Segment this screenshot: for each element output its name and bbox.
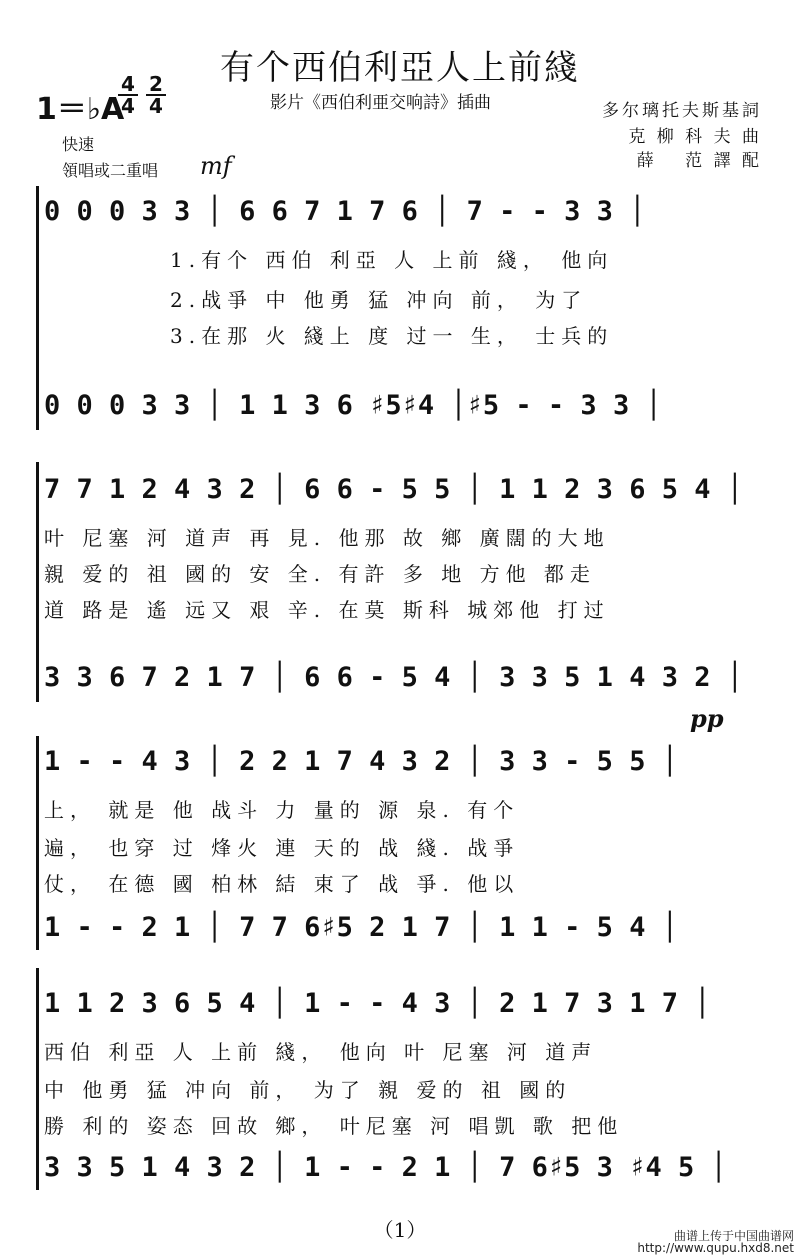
performance-note: 領唱或二重唱	[62, 161, 159, 180]
lyric-verse-2: 親 爱的 祖 國的 安 全. 有許 多 地 方他 都走	[44, 562, 596, 586]
lyric-verse-1: 叶 尼塞 河 道声 再 見. 他那 故 鄉 廣闊的大地	[44, 526, 610, 550]
lyric-verse-3: 道 路是 遙 远又 艰 辛. 在莫 斯科 城郊他 打过	[44, 598, 610, 622]
meter-top: 4	[121, 72, 135, 96]
lyric-verse-1: 上， 就是 他 战斗 力 量的 源 泉. 有个	[44, 798, 520, 822]
watermark-line-1: 曲谱上传于中国曲谱网	[673, 1229, 794, 1243]
dynamic-marking: mf	[200, 152, 232, 180]
harmony-line: 3 3 6 7 2 1 7 │ 6 6 - 5 4 │ 3 3 5 1 4 3 2 │	[44, 662, 743, 693]
lyric-verse-1: 1.有个 西伯 利亞 人 上前 綫， 他向	[170, 248, 614, 272]
system-bracket	[36, 462, 43, 702]
meter-bottom: 4	[149, 94, 163, 118]
page-title: 有个西伯利亞人上前綫	[220, 48, 580, 88]
harmony-line: 1 - - 2 1 │ 7 7 6♯5 2 1 7 │ 1 1 - 5 4 │	[44, 912, 678, 943]
lyric-verse-3: 仗， 在德 國 柏林 結 束了 战 爭. 他以	[44, 872, 520, 896]
composer-credit: 克 柳 科 夫 曲	[628, 127, 762, 147]
melody-line: 1 - - 4 3 │ 2 2 1 7 4 3 2 │ 3 3 - 5 5 │	[44, 746, 678, 777]
dynamic-marking: pp	[690, 704, 724, 733]
watermark	[637, 1230, 794, 1254]
system-bracket	[36, 186, 43, 430]
meter-bottom: 4	[121, 94, 135, 118]
lyric-verse-2: 中 他勇 猛 冲向 前， 为了 親 爱的 祖 國的	[44, 1078, 572, 1102]
system-bracket	[36, 736, 43, 950]
time-signature-4-4	[118, 74, 138, 116]
harmony-line: 0 0 0 3 3 │ 1 1 3 6 ♯5♯4 │♯5 - - 3 3 │	[44, 390, 662, 421]
tempo-marking: 快速	[62, 135, 95, 154]
melody-line: 0 0 0 3 3 │ 6 6 7 1 7 6 │ 7 - - 3 3 │	[44, 196, 646, 227]
arranger-credit: 薛 范 譯 配	[636, 151, 762, 171]
meter-top: 2	[149, 72, 163, 96]
melody-line: 1 1 2 3 6 5 4 │ 1 - - 4 3 │ 2 1 7 3 1 7 │	[44, 988, 711, 1019]
subtitle: 影片《西伯利亜交响詩》插曲	[270, 93, 491, 113]
harmony-line: 3 3 5 1 4 3 2 │ 1 - - 2 1 │ 7 6♯5 3 ♯4 5 │	[44, 1152, 727, 1183]
key-signature: 1＝♭A	[36, 92, 125, 127]
lyric-verse-2: 2.战爭 中 他勇 猛 冲向 前， 为了	[170, 288, 588, 312]
lyric-verse-1: 西伯 利亞 人 上前 綫， 他向 叶 尼塞 河 道声	[44, 1040, 598, 1064]
page-number: （1）	[373, 1218, 427, 1242]
lyric-verse-3: 勝 利的 姿态 回故 鄉， 叶尼塞 河 唱凱 歌 把他	[44, 1114, 624, 1138]
melody-line: 7 7 1 2 4 3 2 │ 6 6 - 5 5 │ 1 1 2 3 6 5 4 │	[44, 474, 743, 505]
system-bracket	[36, 968, 43, 1190]
watermark-line-2: http://www.qupu.hxd8.net	[637, 1241, 794, 1255]
lyric-verse-3: 3.在那 火 綫上 度 过一 生， 士兵的	[170, 324, 614, 348]
time-signature-2-4	[146, 74, 166, 116]
lyricist-credit: 多尔璃托夫斯基詞	[602, 101, 762, 121]
lyric-verse-2: 遍， 也穿 过 烽火 連 天的 战 綫. 战爭	[44, 836, 520, 860]
